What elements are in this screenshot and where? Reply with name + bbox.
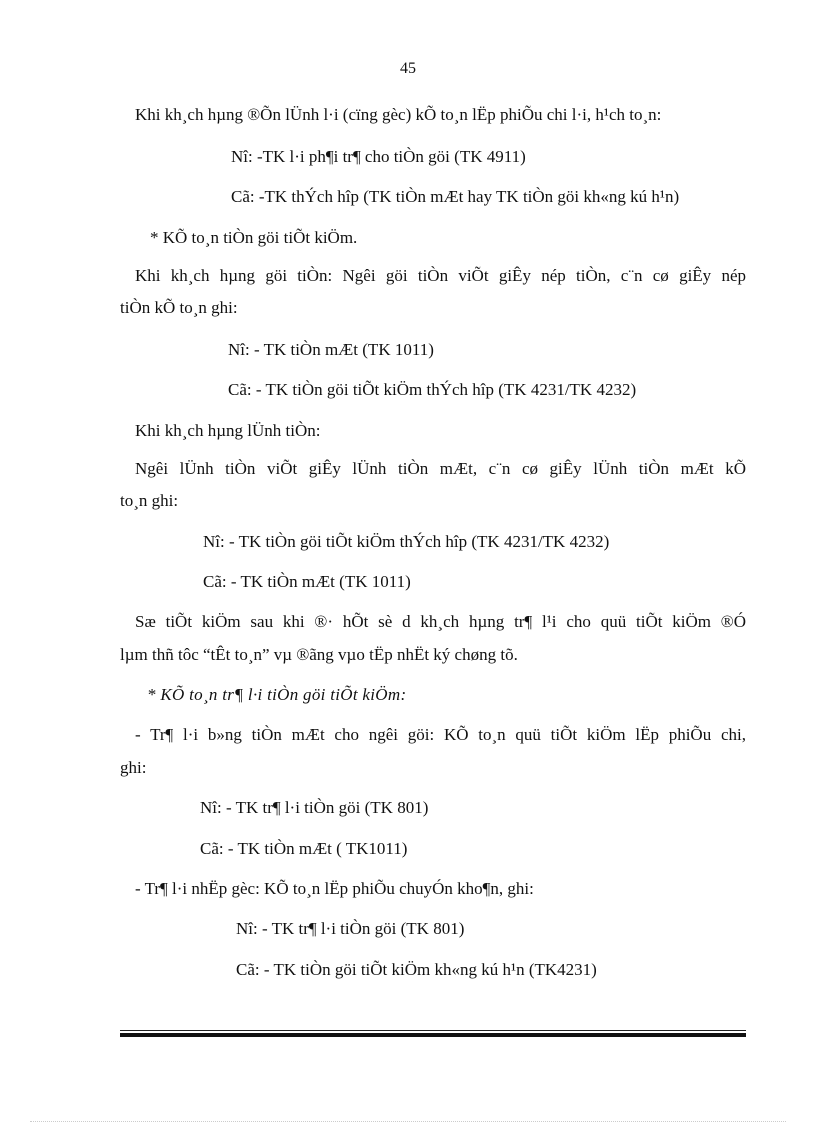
text-line-16: * KÕ to¸n tr¶ l·i tiÒn göi tiÕt kiÖm:: [147, 685, 407, 704]
text-line-1: Khi kh¸ch hµng ®Õn lÜnh l·i (cïng gèc) kÕ to¸n lËp phiÕu chi l·i, h¹ch to¸n:: [135, 105, 662, 124]
text-line-15: lµm thñ tôc “tÊt to¸n” vµ ®ãng vµo tËp nhËt ký chøng tõ.: [120, 645, 518, 664]
page-number: 45: [400, 60, 416, 77]
footer-rule-thin: [120, 1030, 746, 1031]
page-bottom-dotted-border: [30, 1121, 786, 1122]
footer-rule-thick: [120, 1033, 746, 1037]
text-line-23: Cã: - TK tiÒn göi tiÕt kiÖm kh«ng kú h¹n (TK4231): [236, 960, 597, 979]
text-line-2: Nî: -TK l·i ph¶i tr¶ cho tiÒn göi (TK 4911): [231, 147, 526, 166]
text-line-6: tiÒn kÕ to¸n ghi:: [120, 298, 238, 317]
text-line-20: Cã: - TK tiÒn mÆt ( TK1011): [200, 839, 408, 858]
text-line-21: - Tr¶ l·i nhËp gèc: KÕ to¸n lËp phiÕu chuyÓn kho¶n, ghi:: [135, 879, 534, 898]
footer-double-rule: [120, 1030, 746, 1038]
text-line-19: Nî: - TK tr¶ l·i tiÒn göi (TK 801): [200, 798, 429, 817]
text-line-13: Cã: - TK tiÒn mÆt (TK 1011): [203, 572, 411, 591]
text-line-11: to¸n ghi:: [120, 491, 179, 510]
text-line-10: Ngêi lÜnh tiÒn viÕt giÊy lÜnh tiÒn mÆt, c¨n cø giÊy lÜnh tiÒn mÆt kÕ: [135, 459, 746, 478]
text-line-14: Sæ tiÕt kiÖm sau khi ®· hÕt sè d kh¸ch hµng tr¶ l¹i cho quü tiÕt kiÖm ®Ó: [135, 612, 746, 631]
text-line-7: Nî: - TK tiÒn mÆt (TK 1011): [228, 340, 434, 359]
text-line-4: * KÕ to¸n tiÒn göi tiÕt kiÖm.: [150, 228, 358, 247]
text-line-3: Cã: -TK thÝch hîp (TK tiÒn mÆt hay TK tiÒn göi kh«ng kú h¹n): [231, 187, 680, 206]
text-line-17: - Tr¶ l·i b»ng tiÒn mÆt cho ngêi göi: KÕ to¸n quü tiÕt kiÖm lËp phiÕu chi,: [135, 725, 746, 744]
text-line-12: Nî: - TK tiÒn göi tiÕt kiÖm thÝch hîp (TK 4231/TK 4232): [203, 532, 610, 551]
text-line-9: Khi kh¸ch hµng lÜnh tiÒn:: [135, 421, 321, 440]
text-line-5: Khi kh¸ch hµng göi tiÒn: Ngêi göi tiÒn viÕt giÊy nép tiÒn, c¨n cø giÊy nép: [135, 266, 746, 285]
text-line-22: Nî: - TK tr¶ l·i tiÒn göi (TK 801): [236, 919, 465, 938]
text-line-18: ghi:: [120, 758, 147, 777]
text-line-8: Cã: - TK tiÒn göi tiÕt kiÖm thÝch hîp (TK 4231/TK 4232): [228, 380, 637, 399]
